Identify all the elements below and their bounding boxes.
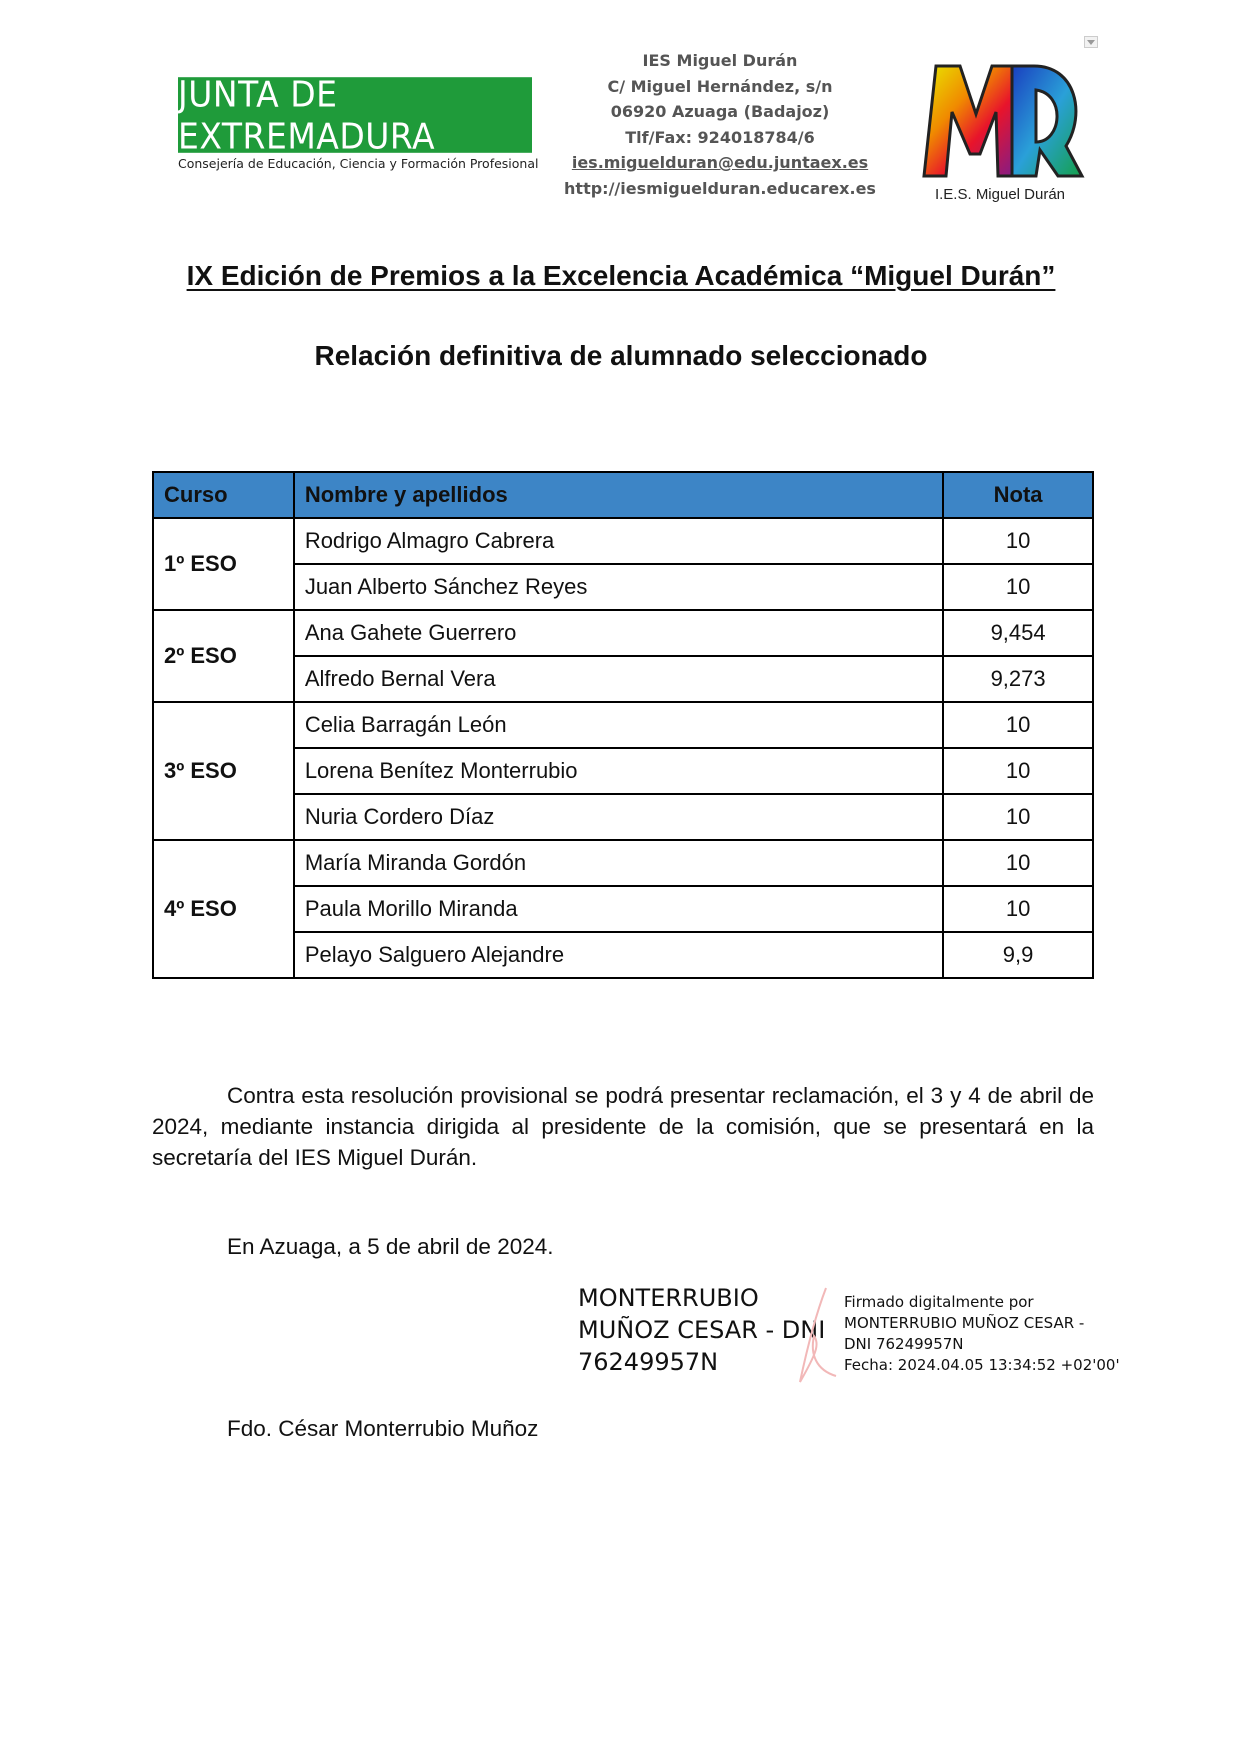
resolution-paragraph: Contra esta resolución provisional se podrá presentar reclamación, el 3 y 4 de abril de 2024, mediante instancia dirigida al presidente de la comisión, que se presentará en la secretaría del IES Miguel Durán.: [152, 1083, 1094, 1170]
student-name: María Miranda Gordón: [294, 840, 943, 886]
student-grade: 9,9: [943, 932, 1093, 978]
header-curso: Curso: [153, 472, 294, 518]
student-grade: 10: [943, 702, 1093, 748]
digital-signature-mark-icon: [786, 1284, 846, 1390]
student-grade: 10: [943, 748, 1093, 794]
school-name: IES Miguel Durán: [642, 51, 798, 70]
table-row: [153, 518, 1093, 564]
table-row: [153, 702, 1093, 748]
document-title: IX Edición de Premios a la Excelencia Académica “Miguel Durán”: [186, 260, 1056, 291]
school-city: 06920 Azuaga (Badajoz): [610, 102, 830, 121]
signed-by: Fdo. César Monterrubio Muñoz: [227, 1416, 539, 1441]
header-nota: Nota: [943, 472, 1093, 518]
student-grade: 10: [943, 840, 1093, 886]
place-and-date: En Azuaga, a 5 de abril de 2024.: [227, 1234, 554, 1259]
course-cell: 4º ESO: [153, 840, 294, 978]
school-phone: Tlf/Fax: 924018784/6: [625, 127, 815, 147]
student-grade: 9,273: [943, 656, 1093, 702]
junta-subtitle: Consejería de Educación, Ciencia y Formación Profesional: [178, 156, 539, 171]
table-row: [153, 656, 1093, 702]
course-cell: 3º ESO: [153, 702, 294, 840]
student-name: Juan Alberto Sánchez Reyes: [294, 564, 943, 610]
students-table: [152, 471, 1094, 979]
student-grade: 10: [943, 794, 1093, 840]
student-grade: 9,454: [943, 610, 1093, 656]
school-logo-caption: I.E.S. Miguel Durán: [934, 186, 1066, 203]
signer-name-line: MUÑOZ CESAR - DNI: [578, 1316, 826, 1344]
table-row: [153, 794, 1093, 840]
signer-name-line: 76249957N: [578, 1348, 719, 1376]
student-grade: 10: [943, 518, 1093, 564]
junta-extremadura-logo: JUNTA DE EXTREMADURA: [178, 77, 532, 153]
dropdown-arrow-icon[interactable]: [1084, 36, 1098, 48]
digital-signature-info: [844, 1292, 1120, 1376]
student-name: Alfredo Bernal Vera: [294, 656, 943, 702]
signature-info-line: MONTERRUBIO MUÑOZ CESAR -: [844, 1314, 1085, 1332]
document-subtitle: Relación definitiva de alumnado seleccionado: [314, 340, 928, 371]
table-row: [153, 886, 1093, 932]
student-name: Lorena Benítez Monterrubio: [294, 748, 943, 794]
table-row: [153, 610, 1093, 656]
table-row: [153, 564, 1093, 610]
header-nombre: Nombre y apellidos: [294, 472, 943, 518]
school-street: C/ Miguel Hernández, s/n: [607, 76, 833, 96]
signature-info-line: DNI 76249957N: [844, 1335, 964, 1353]
table-row: [153, 748, 1093, 794]
school-email-link[interactable]: ies.miguelduran@edu.juntaex.es: [571, 153, 869, 172]
student-name: Ana Gahete Guerrero: [294, 610, 943, 656]
school-website[interactable]: http://iesmiguelduran.educarex.es: [564, 178, 876, 198]
ies-miguel-duran-logo: [916, 54, 1086, 184]
table-row: [153, 840, 1093, 886]
signature-info-line: Firmado digitalmente por: [844, 1293, 1034, 1311]
school-contact-block: [560, 48, 880, 201]
student-grade: 10: [943, 886, 1093, 932]
student-name: Paula Morillo Miranda: [294, 886, 943, 932]
course-cell: 1º ESO: [153, 518, 294, 610]
student-name: Nuria Cordero Díaz: [294, 794, 943, 840]
student-name: Pelayo Salguero Alejandre: [294, 932, 943, 978]
signer-name-line: MONTERRUBIO: [578, 1284, 759, 1312]
table-row: [153, 932, 1093, 978]
course-cell: 2º ESO: [153, 610, 294, 702]
signature-date-line: Fecha: 2024.04.05 13:34:52 +02'00': [844, 1356, 1120, 1374]
table-header-row: [153, 472, 1093, 518]
student-name: Rodrigo Almagro Cabrera: [294, 518, 943, 564]
student-name: Celia Barragán León: [294, 702, 943, 748]
student-grade: 10: [943, 564, 1093, 610]
